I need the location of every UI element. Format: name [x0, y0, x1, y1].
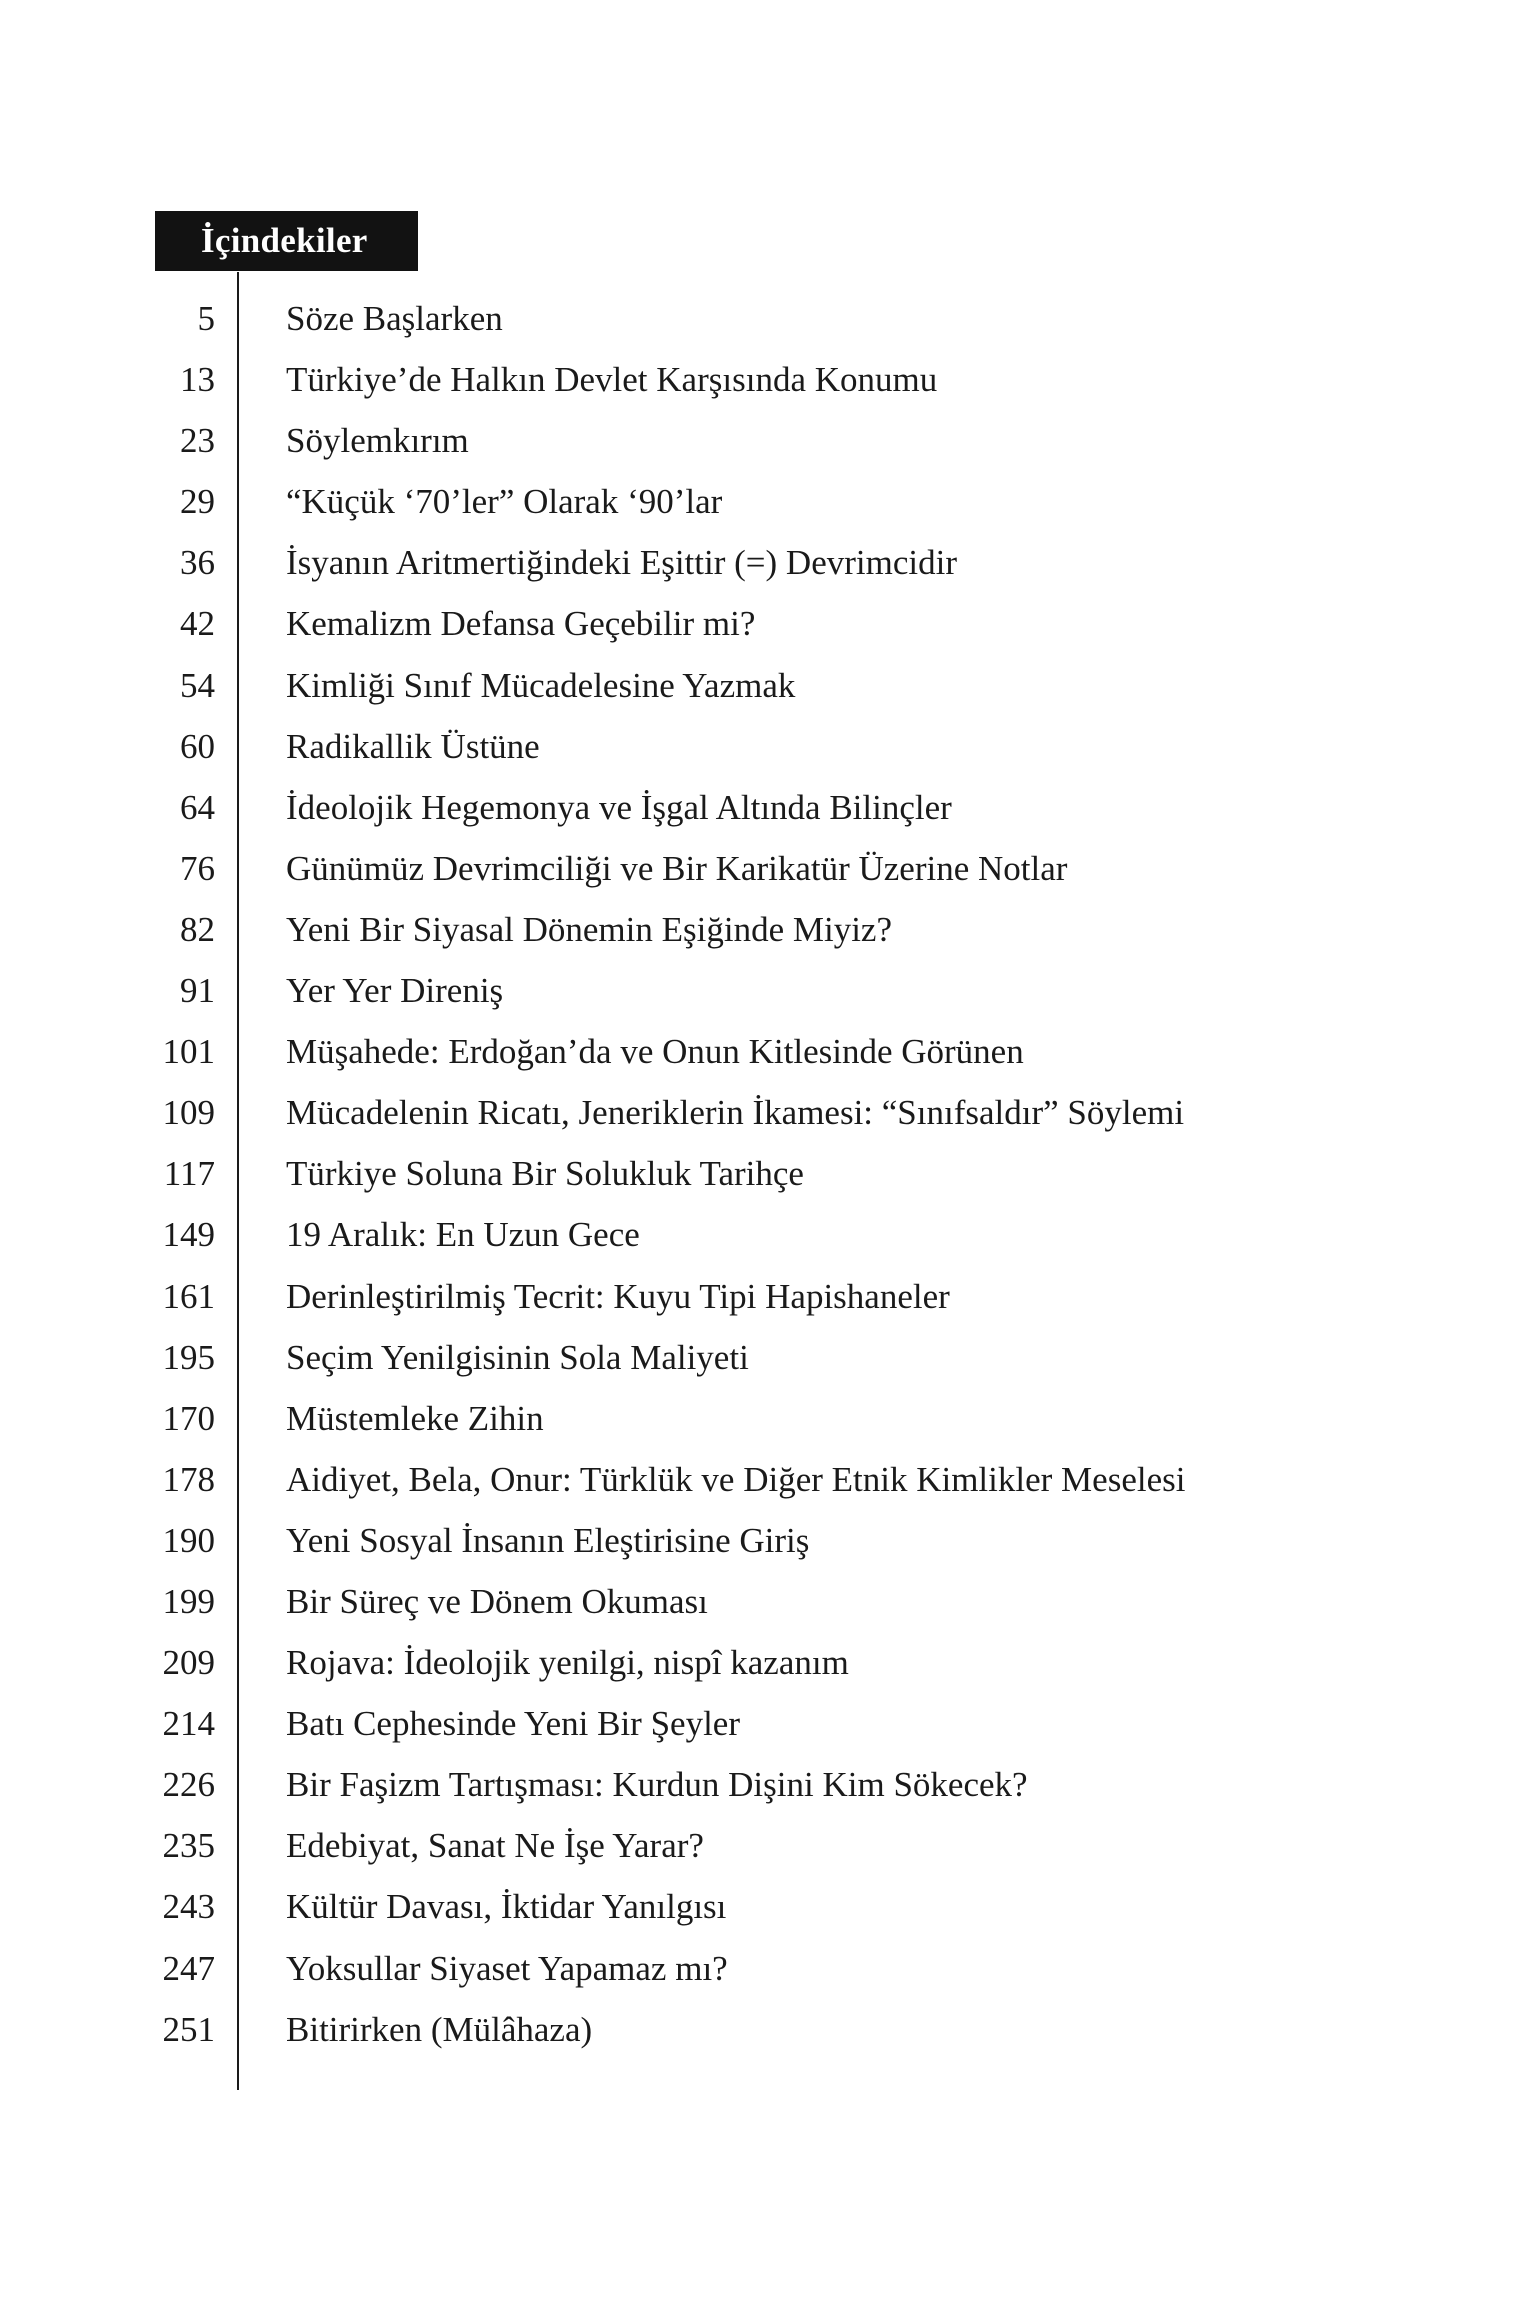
toc-entry-title[interactable]: Bir Süreç ve Dönem Okuması	[286, 1581, 708, 1621]
toc-entry-title[interactable]: Bitirirken (Mülâhaza)	[286, 2009, 593, 2049]
toc-page-number: 64	[180, 787, 215, 827]
toc-page-number: 54	[180, 665, 215, 705]
toc-entry[interactable]	[0, 538, 1535, 599]
toc-entry[interactable]	[0, 1821, 1535, 1882]
toc-page-number: 117	[163, 1154, 215, 1194]
toc-entry-title[interactable]: Rojava: İdeolojik yenilgi, nispî kazanım	[286, 1643, 849, 1683]
toc-entry-title[interactable]: Seçim Yenilgisinin Sola Maliyeti	[286, 1337, 749, 1377]
toc-page-number: 91	[180, 971, 215, 1011]
toc-page-number: 149	[162, 1215, 215, 1255]
toc-page-number: 29	[180, 482, 215, 522]
toc-entry[interactable]	[0, 1210, 1535, 1271]
toc-entry[interactable]	[0, 661, 1535, 722]
toc-page-number: 13	[180, 360, 215, 400]
toc-entry-title[interactable]: Batı Cephesinde Yeni Bir Şeyler	[286, 1704, 740, 1744]
toc-entry-title[interactable]: Müstemleke Zihin	[286, 1398, 544, 1438]
toc-entry-title[interactable]: Yoksullar Siyaset Yapamaz mı?	[286, 1948, 728, 1988]
toc-entry[interactable]	[0, 1699, 1535, 1760]
toc-page-number: 82	[180, 909, 215, 949]
toc-page-number: 42	[180, 604, 215, 644]
toc-page-number: 23	[180, 421, 215, 461]
toc-entry-title[interactable]: İsyanın Aritmertiğindeki Eşittir (=) Devrimcidir	[286, 543, 957, 583]
toc-entry[interactable]	[0, 599, 1535, 660]
toc-entry[interactable]	[0, 1149, 1535, 1210]
toc-page-number: 235	[162, 1826, 215, 1866]
toc-entry-title[interactable]: Kültür Davası, İktidar Yanılgısı	[286, 1887, 727, 1927]
toc-entry-title[interactable]: Bir Faşizm Tartışması: Kurdun Dişini Kim Sökecek?	[286, 1765, 1028, 1805]
toc-entry[interactable]	[0, 722, 1535, 783]
toc-page-number: 36	[180, 543, 215, 583]
toc-entry-title[interactable]: Türkiye Soluna Bir Solukluk Tarihçe	[286, 1154, 804, 1194]
toc-entry-title[interactable]: “Küçük ‘70’ler” Olarak ‘90’lar	[286, 482, 723, 522]
toc-page-number: 214	[162, 1704, 215, 1744]
toc-entry-title[interactable]: Kimliği Sınıf Mücadelesine Yazmak	[286, 665, 796, 705]
toc-page-number: 209	[162, 1643, 215, 1683]
toc-entry[interactable]	[0, 1882, 1535, 1943]
toc-entry[interactable]	[0, 1638, 1535, 1699]
toc-entry[interactable]	[0, 1027, 1535, 1088]
toc-page-number: 76	[180, 848, 215, 888]
toc-entry-title[interactable]: Aidiyet, Bela, Onur: Türklük ve Diğer Etnik Kimlikler Meselesi	[286, 1459, 1186, 1499]
toc-entry[interactable]	[0, 1577, 1535, 1638]
toc-page-number: 199	[162, 1581, 215, 1621]
toc-page-number: 247	[162, 1948, 215, 1988]
toc-page-number: 170	[162, 1398, 215, 1438]
toc-entry-title[interactable]: Mücadelenin Ricatı, Jeneriklerin İkamesi: “Sınıfsaldır” Söylemi	[286, 1093, 1185, 1133]
toc-page-number: 190	[162, 1520, 215, 1560]
toc-entry-title[interactable]: Söylemkırım	[286, 421, 469, 461]
toc-entry[interactable]	[0, 1944, 1535, 2005]
toc-entry[interactable]	[0, 1394, 1535, 1455]
toc-entry[interactable]	[0, 1333, 1535, 1394]
toc-entry-title[interactable]: Edebiyat, Sanat Ne İşe Yarar?	[286, 1826, 704, 1866]
toc-entry-title[interactable]: Yeni Sosyal İnsanın Eleştirisine Giriş	[286, 1520, 810, 1560]
toc-page-number: 60	[180, 726, 215, 766]
toc-page-number: 161	[162, 1276, 215, 1316]
toc-entry-title[interactable]: Radikallik Üstüne	[286, 726, 540, 766]
toc-entry-title[interactable]: 19 Aralık: En Uzun Gece	[286, 1215, 640, 1255]
toc-entry-title[interactable]: Yer Yer Direniş	[286, 971, 504, 1011]
toc-entry-title[interactable]: Söze Başlarken	[286, 299, 503, 338]
toc-heading	[155, 211, 418, 271]
toc-entry[interactable]	[0, 905, 1535, 966]
toc-entry[interactable]	[0, 1088, 1535, 1149]
toc-list	[0, 294, 1535, 2066]
toc-entry[interactable]	[0, 477, 1535, 538]
toc-entry-title[interactable]: İdeolojik Hegemonya ve İşgal Altında Bilinçler	[286, 787, 952, 827]
toc-entry-title[interactable]: Türkiye’de Halkın Devlet Karşısında Konumu	[286, 360, 938, 400]
toc-entry[interactable]	[0, 1516, 1535, 1577]
toc-page-number: 101	[162, 1032, 215, 1072]
toc-entry[interactable]	[0, 416, 1535, 477]
toc-page-number: 5	[197, 299, 215, 338]
toc-page-number: 251	[162, 2009, 215, 2049]
toc-page-number: 195	[162, 1337, 215, 1377]
toc-entry[interactable]	[0, 783, 1535, 844]
toc-page-number: 243	[162, 1887, 215, 1927]
toc-entry[interactable]	[0, 1455, 1535, 1516]
toc-entry-title[interactable]: Kemalizm Defansa Geçebilir mi?	[286, 604, 756, 644]
toc-entry[interactable]	[0, 844, 1535, 905]
toc-entry-title[interactable]: Derinleştirilmiş Tecrit: Kuyu Tipi Hapishaneler	[286, 1276, 950, 1316]
toc-heading-text: İçindekiler	[201, 221, 368, 260]
toc-entry[interactable]	[0, 355, 1535, 416]
toc-entry[interactable]	[0, 2005, 1535, 2066]
toc-entry-title[interactable]: Günümüz Devrimciliği ve Bir Karikatür Üzerine Notlar	[286, 848, 1068, 888]
toc-entry[interactable]	[0, 1760, 1535, 1821]
toc-entry[interactable]	[0, 294, 1535, 355]
toc-page-number: 226	[162, 1765, 215, 1805]
toc-entry[interactable]	[0, 1272, 1535, 1333]
toc-entry-title[interactable]: Yeni Bir Siyasal Dönemin Eşiğinde Miyiz?	[286, 909, 892, 949]
toc-page-number: 109	[162, 1093, 215, 1133]
toc-entry[interactable]	[0, 966, 1535, 1027]
toc-page-number: 178	[162, 1459, 215, 1499]
toc-entry-title[interactable]: Müşahede: Erdoğan’da ve Onun Kitlesinde Görünen	[286, 1032, 1024, 1072]
